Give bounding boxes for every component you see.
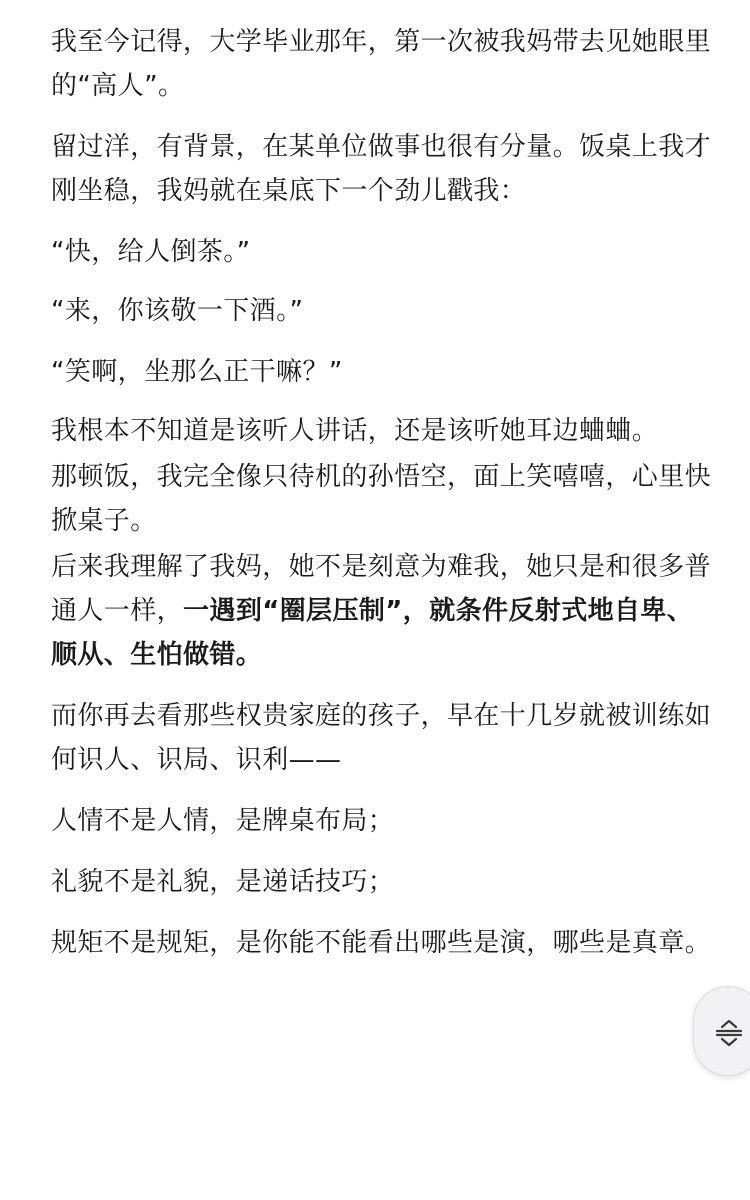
paragraph-11: 礼貌不是礼貌，是递话技巧；	[51, 867, 395, 897]
scroll-up-down-icon	[713, 1019, 745, 1047]
paragraph-9: 而你再去看那些权贵家庭的孩子，早在十几岁就被训练如何识人、识局、识利——	[51, 701, 712, 775]
paragraph-12: 规矩不是规矩，是你能不能看出哪些是演，哪些是真章。	[51, 928, 712, 958]
paragraph-10: 人情不是人情，是牌桌布局；	[51, 806, 395, 836]
paragraph-2: 留过洋，有背景，在某单位做事也很有分量。饭桌上我才刚坐稳，我妈就在桌底下一个劲儿戳我：	[51, 132, 712, 206]
paragraph-8	[51, 545, 711, 677]
article-body	[51, 20, 711, 965]
scroll-navigation-button[interactable]	[693, 986, 750, 1076]
paragraph-3: “快，给人倒茶。”	[51, 237, 251, 267]
paragraph-7: 那顿饭，我完全像只待机的孙悟空，面上笑嘻嘻，心里快掀桌子。	[51, 462, 712, 536]
paragraph-6: 我根本不知道是该听人讲话，还是该听她耳边蛐蛐。	[51, 416, 659, 446]
paragraph-8-bold-text: 一遇到“圈层压制”，就条件反射式地自卑、顺从、生怕做错。	[51, 596, 694, 670]
paragraph-1: 我至今记得，大学毕业那年，第一次被我妈带去见她眼里的“高人”。	[51, 27, 712, 101]
paragraph-4: “来，你该敬一下酒。”	[51, 296, 304, 326]
paragraph-5: “笑啊，坐那么正干嘛？”	[51, 357, 343, 387]
paragraph-8-text: 后来我理解了我妈，她不是刻意为难我，她只是和很多普通人一样，	[51, 552, 712, 626]
